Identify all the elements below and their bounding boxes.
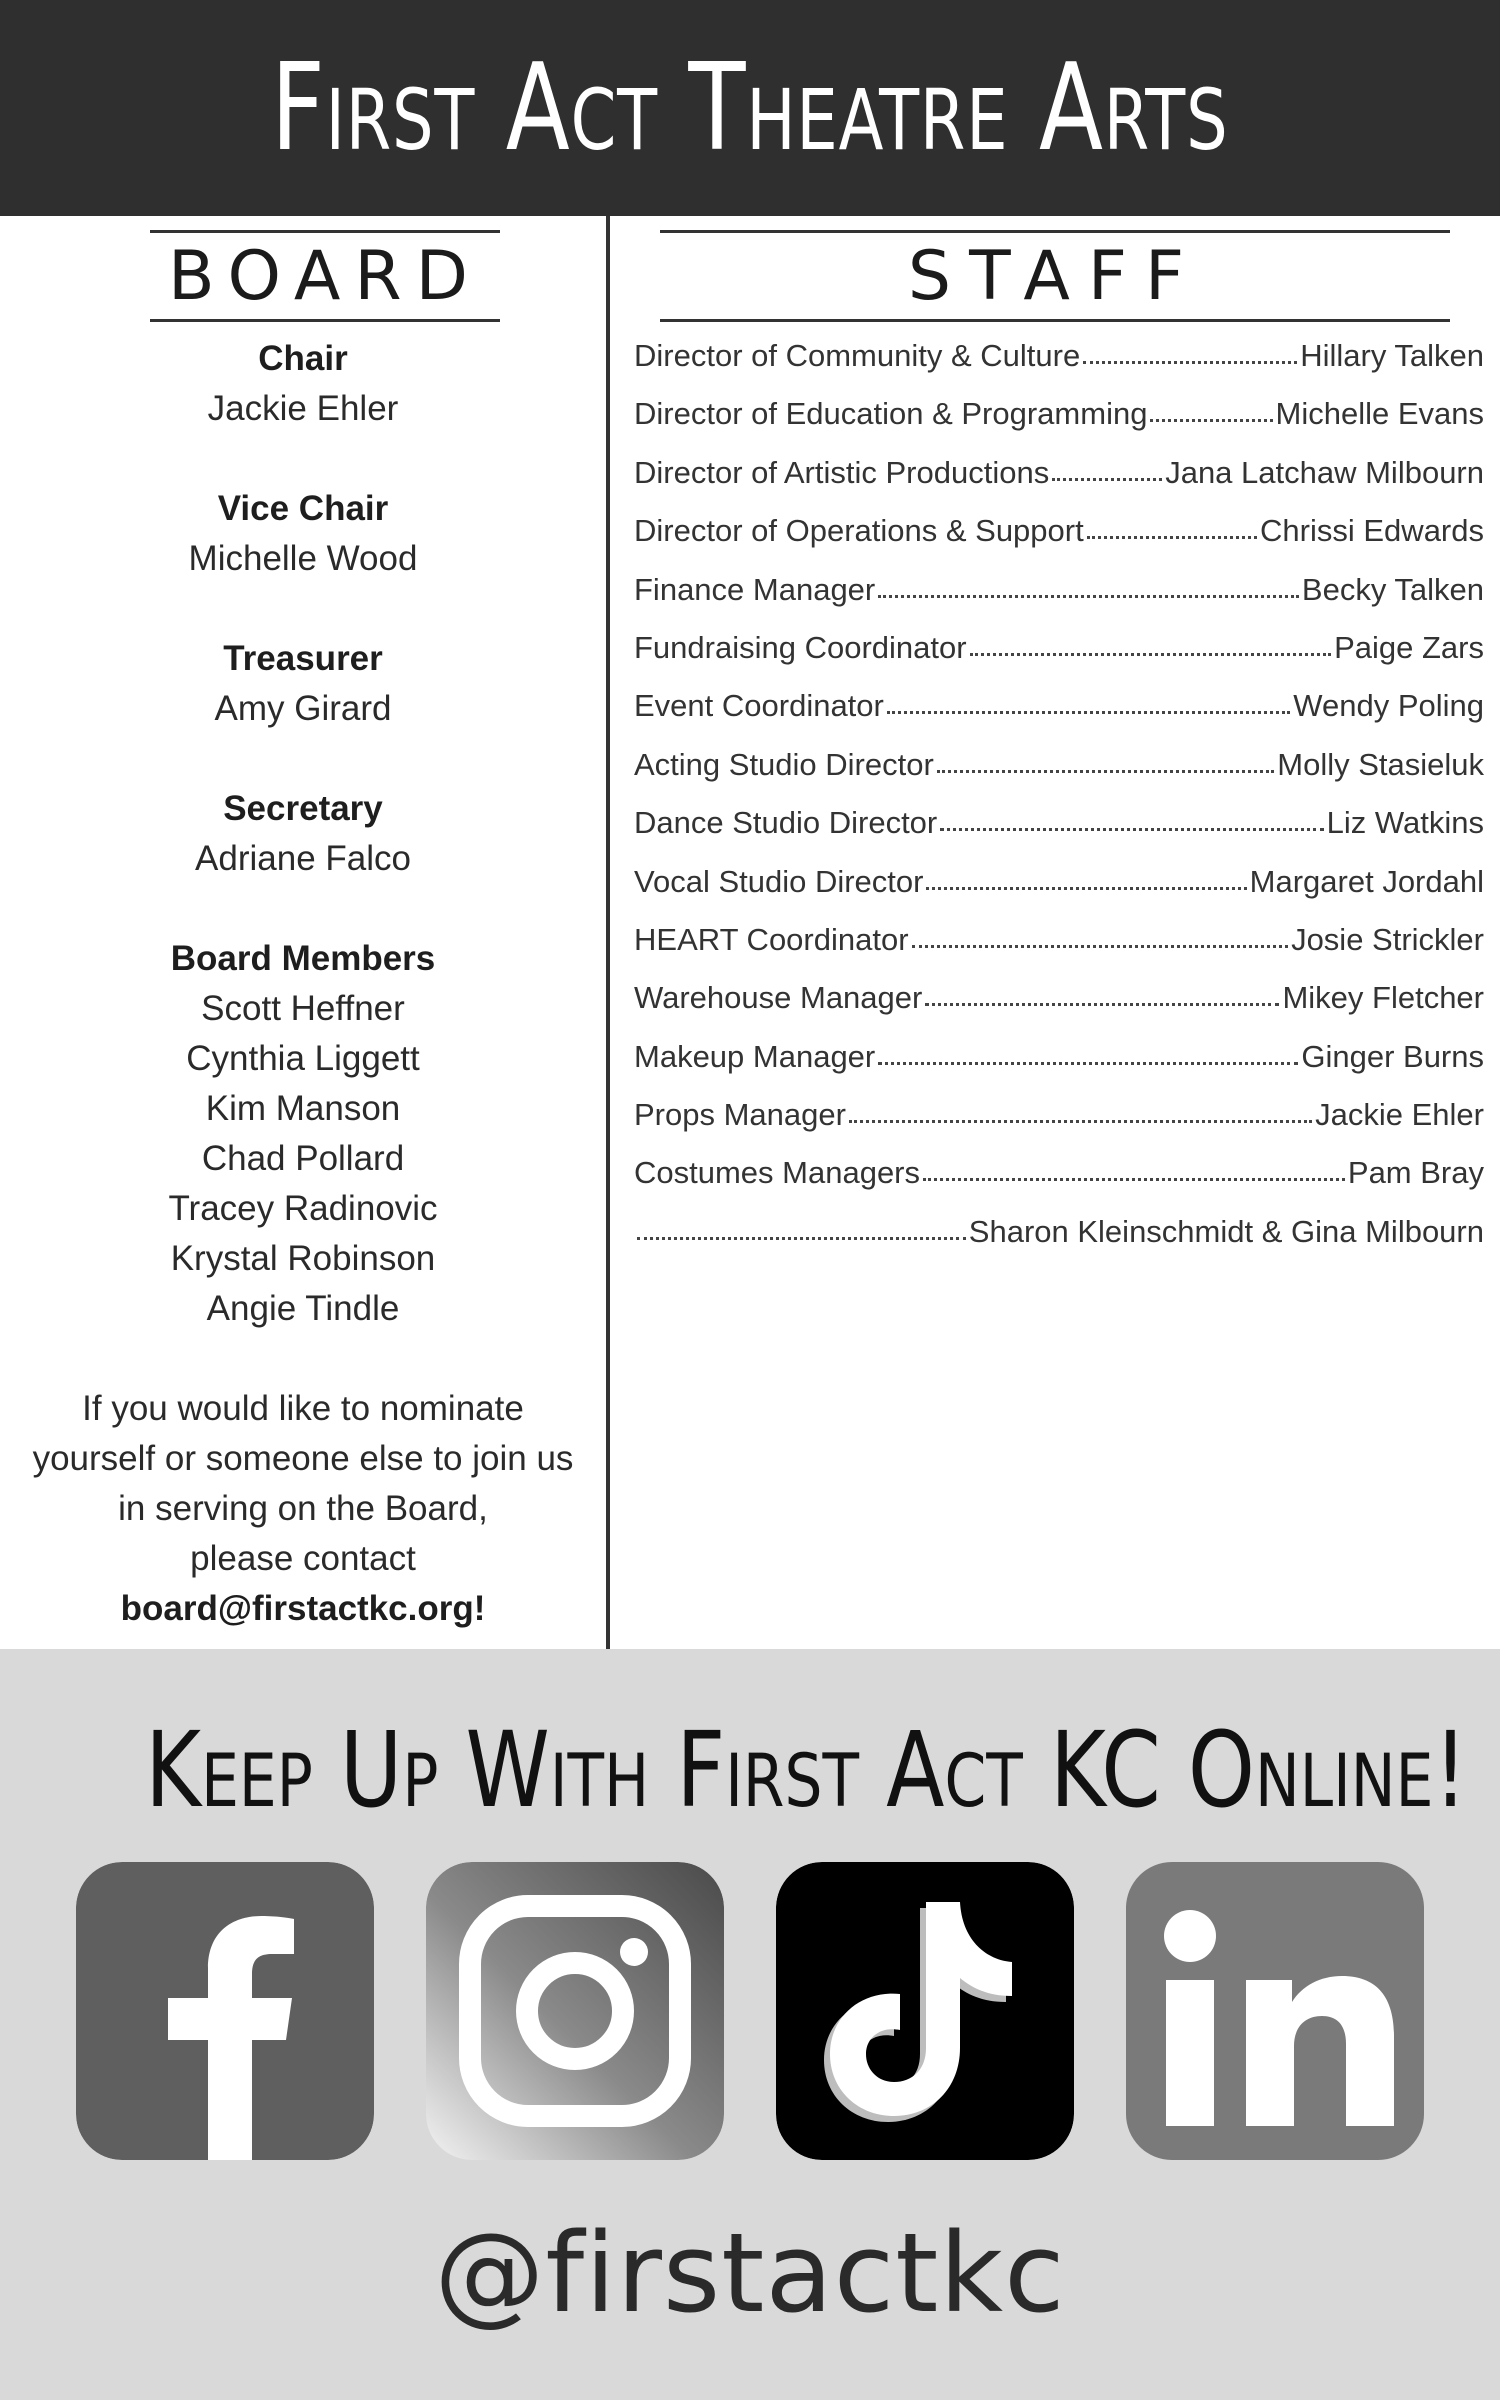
staff-title: Finance Manager — [634, 571, 876, 607]
nomination-note — [0, 1384, 606, 1634]
board-groups — [0, 334, 606, 1384]
dot-leader — [878, 571, 1299, 598]
role-title: Secretary — [223, 789, 383, 828]
staff-row — [634, 1155, 1484, 1213]
staff-row — [634, 747, 1484, 805]
staff-name: Molly Stasieluk — [1277, 746, 1484, 782]
staff-row — [634, 805, 1484, 863]
role-title: Vice Chair — [217, 489, 389, 528]
staff-name: Chrissi Edwards — [1260, 513, 1484, 549]
role-board-members — [0, 934, 606, 1334]
dot-leader — [887, 687, 1290, 714]
facebook-glyph — [76, 1862, 374, 2160]
tiktok-glyph — [776, 1862, 1074, 2160]
staff-row — [634, 513, 1484, 571]
role-secretary — [0, 784, 606, 884]
dot-leader — [878, 1038, 1298, 1065]
staff-row — [634, 1214, 1484, 1272]
staff-title: Warehouse Manager — [634, 980, 923, 1016]
staff-row — [634, 572, 1484, 630]
dot-leader — [1052, 454, 1162, 481]
staff-title: Vocal Studio Director — [634, 863, 924, 899]
staff-title: Fundraising Coordinator — [634, 629, 967, 665]
staff-name: Wendy Poling — [1293, 688, 1484, 724]
staff-name: Michelle Evans — [1275, 396, 1484, 432]
staff-section — [610, 216, 1500, 1649]
dot-leader — [1087, 512, 1257, 539]
staff-title: Director of Operations & Support — [634, 513, 1084, 549]
staff-row — [634, 864, 1484, 922]
member-name: Cynthia Liggett — [186, 1039, 420, 1078]
staff-title: Costumes Managers — [634, 1155, 921, 1191]
member-name: Chad Pollard — [201, 1139, 405, 1178]
staff-row — [634, 396, 1484, 454]
board-email-link[interactable]: board@firstactkc.org! — [120, 1589, 486, 1628]
staff-name: Mikey Fletcher — [1282, 980, 1484, 1016]
staff-name: Jackie Ehler — [1315, 1097, 1484, 1133]
staff-title: Director of Education & Programming — [634, 396, 1148, 432]
staff-title: Props Manager — [634, 1097, 846, 1133]
nomination-line: in serving on the Board, — [118, 1489, 488, 1528]
dot-leader — [849, 1096, 1312, 1123]
header-banner — [0, 0, 1500, 216]
dot-leader — [1150, 395, 1272, 422]
facebook-icon[interactable] — [76, 1862, 374, 2160]
staff-row — [634, 455, 1484, 513]
staff-name: Josie Strickler — [1291, 921, 1484, 957]
staff-name: Jana Latchaw Milbourn — [1165, 454, 1484, 490]
staff-row — [634, 1097, 1484, 1155]
member-name: Jackie Ehler — [207, 389, 399, 428]
staff-row — [634, 922, 1484, 980]
staff-name: Liz Watkins — [1326, 805, 1484, 841]
dot-leader — [940, 804, 1323, 831]
staff-row — [634, 630, 1484, 688]
dot-leader — [923, 1154, 1345, 1181]
board-heading: BOARD — [150, 230, 500, 322]
nomination-line: yourself or someone else to join us — [32, 1439, 574, 1478]
staff-row — [634, 688, 1484, 746]
dot-leader — [970, 629, 1332, 656]
member-name: Kim Manson — [205, 1089, 401, 1128]
staff-title: Director of Artistic Productions — [634, 454, 1050, 490]
staff-heading: STAFF — [660, 230, 1450, 322]
staff-name: Becky Talken — [1301, 571, 1484, 607]
role-title: Treasurer — [223, 639, 383, 678]
role-treasurer — [0, 634, 606, 734]
staff-name: Sharon Kleinschmidt & Gina Milbourn — [968, 1213, 1484, 1249]
linkedin-icon[interactable] — [1126, 1862, 1424, 2160]
dot-leader — [925, 979, 1279, 1006]
dot-leader — [1083, 337, 1297, 364]
staff-row — [634, 338, 1484, 396]
footer-heading — [0, 1709, 1500, 1831]
nomination-line: please contact — [190, 1539, 416, 1578]
member-name: Scott Heffner — [201, 989, 405, 1028]
dot-leader — [937, 746, 1274, 773]
tiktok-icon[interactable] — [776, 1862, 1074, 2160]
footer-heading-text: Keep Up With First Act KC Online! — [145, 1709, 1468, 1831]
role-title: Board Members — [170, 939, 436, 978]
dot-leader — [912, 921, 1289, 948]
member-name: Tracey Radinovic — [168, 1189, 438, 1228]
social-icons-row — [76, 1862, 1424, 2162]
role-chair — [0, 334, 606, 434]
staff-title: Dance Studio Director — [634, 805, 938, 841]
instagram-glyph — [426, 1862, 724, 2160]
member-name: Michelle Wood — [188, 539, 418, 578]
staff-row — [634, 1039, 1484, 1097]
member-name: Krystal Robinson — [170, 1239, 436, 1278]
member-name: Amy Girard — [214, 689, 392, 728]
role-title: Chair — [258, 339, 348, 378]
board-section — [0, 216, 606, 1649]
staff-name: Ginger Burns — [1301, 1038, 1484, 1074]
staff-name: Hillary Talken — [1300, 338, 1484, 373]
staff-title: Makeup Manager — [634, 1038, 876, 1074]
staff-name: Margaret Jordahl — [1249, 863, 1484, 899]
instagram-icon[interactable] — [426, 1862, 724, 2160]
staff-row — [634, 980, 1484, 1038]
page-title: First Act Theatre Arts — [271, 38, 1229, 178]
staff-title: HEART Coordinator — [634, 921, 909, 957]
staff-title: Director of Community & Culture — [634, 338, 1081, 373]
nomination-line: If you would like to nominate — [82, 1389, 524, 1428]
staff-title: Acting Studio Director — [634, 746, 934, 782]
dot-leader — [637, 1213, 966, 1240]
member-name: Angie Tindle — [206, 1289, 400, 1328]
dot-leader — [926, 863, 1246, 890]
staff-title: Event Coordinator — [634, 688, 884, 724]
staff-list — [634, 338, 1484, 1272]
social-footer — [0, 1649, 1500, 2400]
staff-name: Paige Zars — [1334, 629, 1484, 665]
staff-name: Pam Bray — [1347, 1155, 1484, 1191]
social-handle[interactable]: @firstactkc — [434, 2209, 1066, 2337]
linkedin-glyph — [1126, 1862, 1424, 2160]
role-vice-chair — [0, 484, 606, 584]
member-name: Adriane Falco — [195, 839, 411, 878]
